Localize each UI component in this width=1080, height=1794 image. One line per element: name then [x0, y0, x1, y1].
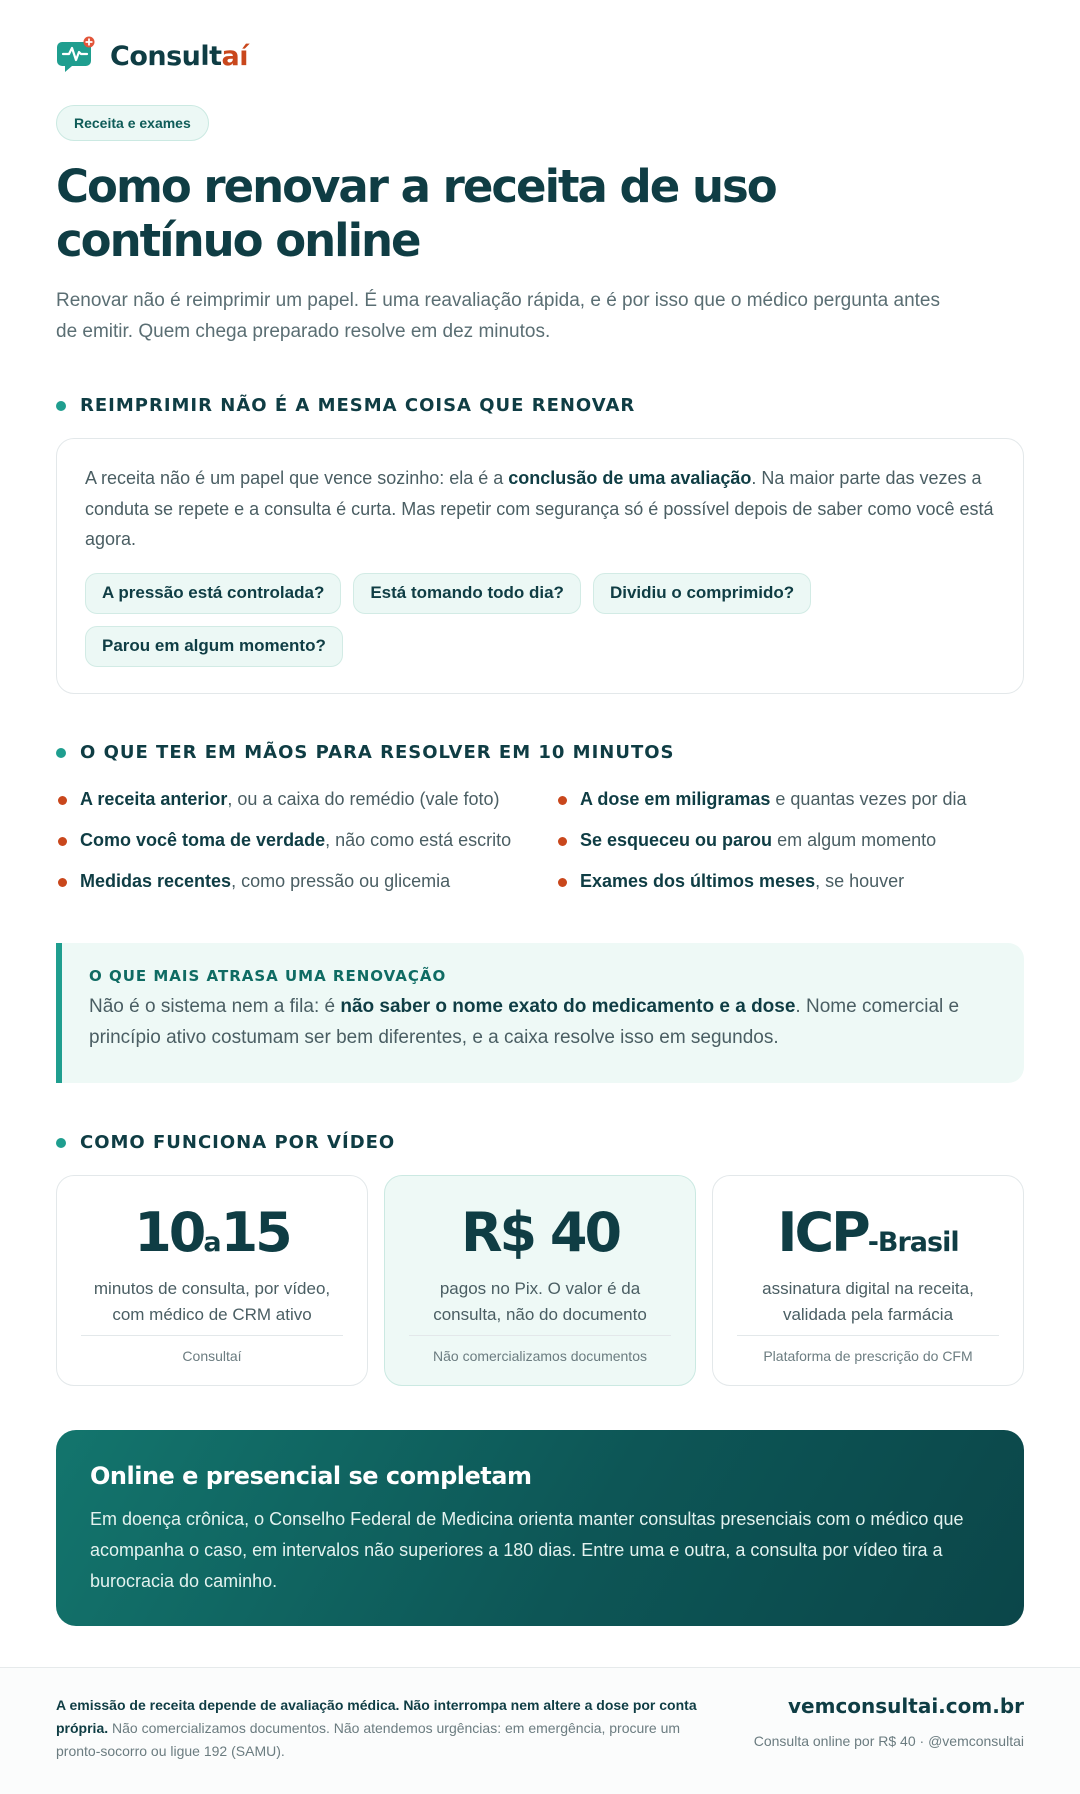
stat-footnote: Plataforma de prescrição do CFM: [763, 1348, 973, 1364]
bullet-icon: [58, 796, 67, 805]
section-heading-renovar: REIMPRIMIR NÃO É A MESMA COISA QUE RENOVAR: [56, 395, 635, 416]
bullet-icon: [558, 878, 567, 887]
checklist-item: Medidas recentes, como pressão ou glicemia: [56, 868, 556, 895]
checklist: [56, 786, 1024, 895]
callout-title: O QUE MAIS ATRASA UMA RENOVAÇÃO: [89, 967, 447, 985]
stat-value: R$ 40: [460, 1201, 620, 1264]
bullet-icon: [58, 878, 67, 887]
section-dot-icon: [56, 1138, 66, 1148]
checklist-item: Como você toma de verdade, não como está escrito: [56, 827, 556, 854]
section-heading-video: COMO FUNCIONA POR VÍDEO: [56, 1132, 395, 1153]
delay-callout: [56, 943, 1024, 1083]
stat-footnote: Não comercializamos documentos: [433, 1348, 647, 1364]
question-pill[interactable]: A pressão está controlada?: [85, 573, 341, 614]
stat-description: pagos no Pix. O valor é da consulta, não do documento: [433, 1279, 647, 1324]
brand-name: Consultaí: [110, 40, 249, 72]
page-title: Como renovar a receita de uso contínuo online: [56, 160, 776, 267]
stat-description: minutos de consulta, por vídeo, com médico de CRM ativo: [93, 1279, 331, 1324]
callout-text: Não é o sistema nem a fila: é não saber o nome exato do medicamento e a dose. Nome comercial e princípio ativo costumam ser bem diferentes, e a caixa resolve isso em segundos.: [89, 996, 960, 1048]
bullet-icon: [558, 837, 567, 846]
stat-footnote: Consultaí: [182, 1348, 242, 1364]
footer: [0, 1667, 1080, 1794]
section-heading-checklist: O QUE TER EM MÃOS PARA RESOLVER EM 10 MINUTOS: [56, 742, 675, 763]
checklist-item: A receita anterior, ou a caixa do remédio (vale foto): [56, 786, 556, 813]
lead-text: Renovar não é reimprimir um papel. É uma reavaliação rápida, e é por isso que o médico pergunta antes de emitir. Quem chega preparado resolve em dez minutos.: [56, 290, 940, 342]
stat-value: 10a15: [134, 1201, 290, 1264]
checklist-item: Se esqueceu ou parou em algum momento: [556, 827, 1024, 854]
question-pills: [85, 573, 995, 667]
footer-subtext: Consulta online por R$ 40 · @vemconsultai: [753, 1733, 1024, 1749]
site-link[interactable]: vemconsultai.com.br: [788, 1694, 1024, 1718]
banner-text: Em doença crônica, o Conselho Federal de Medicina orienta manter consultas presenciais com o médico que acompanha o caso, em intervalos não superiores a 180 dias. Entre uma e outra, a consulta por vídeo tira a burocracia do caminho.: [90, 1509, 964, 1591]
section-dot-icon: [56, 748, 66, 758]
renewal-explanation-card: [56, 438, 1024, 694]
info-banner: [56, 1430, 1024, 1626]
stat-description: assinatura digital na receita, validada pela farmácia: [762, 1279, 974, 1324]
brand-header[interactable]: [56, 36, 248, 76]
section-dot-icon: [56, 401, 66, 411]
stat-card-signature: [712, 1175, 1024, 1386]
bullet-icon: [58, 837, 67, 846]
divider: [737, 1335, 999, 1336]
question-pill[interactable]: Está tomando todo dia?: [353, 573, 581, 614]
chat-heartbeat-icon: [56, 36, 96, 76]
stats-row: [56, 1175, 1024, 1386]
bullet-icon: [558, 796, 567, 805]
renewal-explanation-text: A receita não é um papel que vence sozinho: ela é a conclusão de uma avaliação. Na maior parte das vezes a conduta se repete e a consulta é curta. Mas repetir com segurança só é possível depois de saber como você está agora.: [85, 468, 994, 549]
question-pill[interactable]: Dividiu o comprimido?: [593, 573, 811, 614]
divider: [409, 1335, 671, 1336]
question-pill[interactable]: Parou em algum momento?: [85, 626, 343, 667]
divider: [81, 1335, 343, 1336]
checklist-item: A dose em miligramas e quantas vezes por dia: [556, 786, 1024, 813]
footer-disclaimer: A emissão de receita depende de avaliação médica. Não interrompa nem altere a dose por conta própria. Não comercializamos documentos. Não atendemos urgências: em emergência, procure um pronto-socorro ou ligue 192 (SAMU).: [56, 1697, 697, 1759]
category-tag[interactable]: Receita e exames: [56, 105, 209, 141]
stat-card-price: [384, 1175, 696, 1386]
checklist-item: Exames dos últimos meses, se houver: [556, 868, 1024, 895]
stat-card-duration: [56, 1175, 368, 1386]
stat-value: ICP-Brasil: [777, 1201, 959, 1264]
banner-title: Online e presencial se completam: [90, 1462, 532, 1490]
